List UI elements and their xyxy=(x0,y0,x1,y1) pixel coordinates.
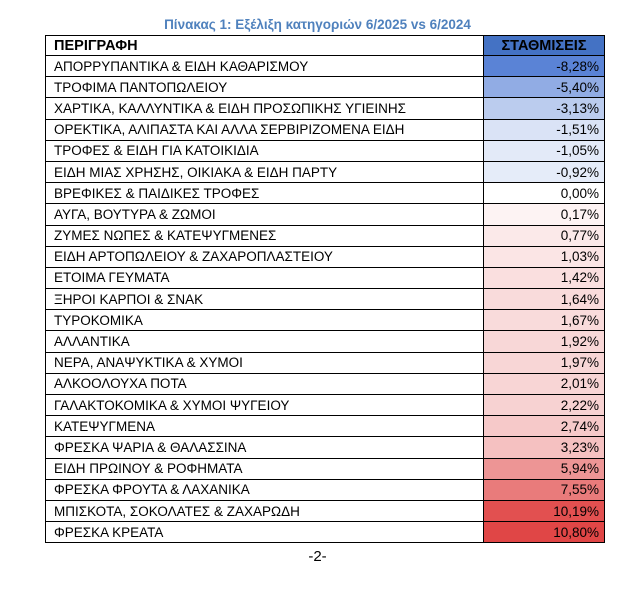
row-weight-value: -8,28% xyxy=(484,56,605,77)
row-description: ΦΡΕΣΚΑ ΦΡΟΥΤΑ & ΛΑΧΑΝΙΚΑ xyxy=(46,479,484,500)
table-row xyxy=(46,437,605,458)
table-row xyxy=(46,373,605,394)
table-row xyxy=(46,395,605,416)
row-description: ΚΑΤΕΨΥΓΜΕΝΑ xyxy=(46,416,484,437)
table-row xyxy=(46,225,605,246)
row-weight-value: 2,01% xyxy=(484,373,605,394)
page-number: -2- xyxy=(308,548,327,565)
table-row xyxy=(46,161,605,182)
row-weight-value: 5,94% xyxy=(484,458,605,479)
row-weight-value: 1,67% xyxy=(484,310,605,331)
row-description: ΞΗΡΟΙ ΚΑΡΠΟΙ & ΣΝΑΚ xyxy=(46,289,484,310)
table-row xyxy=(46,310,605,331)
table-row xyxy=(46,458,605,479)
table-row xyxy=(46,77,605,98)
row-weight-value: 3,23% xyxy=(484,437,605,458)
table-row xyxy=(46,289,605,310)
row-weight-value: 1,42% xyxy=(484,267,605,288)
row-weight-value: 1,03% xyxy=(484,246,605,267)
table-row xyxy=(46,140,605,161)
row-description: ΦΡΕΣΚΑ ΨΑΡΙΑ & ΘΑΛΑΣΣΙΝΑ xyxy=(46,437,484,458)
table-row xyxy=(46,416,605,437)
table-row xyxy=(46,183,605,204)
row-weight-value: 1,92% xyxy=(484,331,605,352)
row-weight-value: 2,22% xyxy=(484,395,605,416)
row-weight-value: 2,74% xyxy=(484,416,605,437)
row-weight-value: 1,64% xyxy=(484,289,605,310)
table-row xyxy=(46,98,605,119)
table-row xyxy=(46,267,605,288)
table-row xyxy=(46,204,605,225)
row-description: ΤΡΟΦΕΣ & ΕΙΔΗ ΓΙΑ ΚΑΤΟΙΚΙΔΙΑ xyxy=(46,140,484,161)
row-weight-value: 0,00% xyxy=(484,183,605,204)
row-weight-value: -3,13% xyxy=(484,98,605,119)
table-row xyxy=(46,479,605,500)
table-row xyxy=(46,522,605,543)
row-weight-value: 7,55% xyxy=(484,479,605,500)
row-description: ΕΙΔΗ ΜΙΑΣ ΧΡΗΣΗΣ, ΟΙΚΙΑΚΑ & ΕΙΔΗ ΠΑΡΤΥ xyxy=(46,161,484,182)
row-description: ΤΥΡΟΚΟΜΙΚΑ xyxy=(46,310,484,331)
row-weight-value: -0,92% xyxy=(484,161,605,182)
row-weight-value: -5,40% xyxy=(484,77,605,98)
table-header-row xyxy=(46,36,605,56)
description-column-header: ΠΕΡΙΓΡΑΦΗ xyxy=(46,36,484,56)
table-row xyxy=(46,331,605,352)
table-row xyxy=(46,56,605,77)
row-description: ΧΑΡΤΙΚΑ, ΚΑΛΛΥΝΤΙΚΑ & ΕΙΔΗ ΠΡΟΣΩΠΙΚΗΣ ΥΓΙΕΙΝΗΣ xyxy=(46,98,484,119)
row-weight-value: 0,17% xyxy=(484,204,605,225)
table-row xyxy=(46,246,605,267)
table-row xyxy=(46,352,605,373)
row-description: ΦΡΕΣΚΑ ΚΡΕΑΤΑ xyxy=(46,522,484,543)
weights-column-header: ΣΤΑΘΜΙΣΕΙΣ xyxy=(484,36,605,56)
row-description: ΕΙΔΗ ΑΡΤΟΠΩΛΕΙΟΥ & ΖΑΧΑΡΟΠΛΑΣΤΕΙΟΥ xyxy=(46,246,484,267)
row-description: ΝΕΡΑ, ΑΝΑΨΥΚΤΙΚΑ & ΧΥΜΟΙ xyxy=(46,352,484,373)
row-description: ΤΡΟΦΙΜΑ ΠΑΝΤΟΠΩΛΕΙΟΥ xyxy=(46,77,484,98)
row-description: ΕΤΟΙΜΑ ΓΕΥΜΑΤΑ xyxy=(46,267,484,288)
row-description: ΑΠΟΡΡΥΠΑΝΤΙΚΑ & ΕΙΔΗ ΚΑΘΑΡΙΣΜΟΥ xyxy=(46,56,484,77)
table-body xyxy=(46,56,605,543)
row-description: ΑΥΓΑ, ΒΟΥΤΥΡΑ & ΖΩΜΟΙ xyxy=(46,204,484,225)
row-weight-value: 10,80% xyxy=(484,522,605,543)
row-description: ΑΛΚΟΟΛΟΥΧΑ ΠΟΤΑ xyxy=(46,373,484,394)
categories-table xyxy=(45,35,605,543)
row-description: ΜΠΙΣΚΟΤΑ, ΣΟΚΟΛΑΤΕΣ & ΖΑΧΑΡΩΔΗ xyxy=(46,500,484,521)
table-row xyxy=(46,119,605,140)
row-weight-value: -1,05% xyxy=(484,140,605,161)
table-caption: Πίνακας 1: Εξέλιξη κατηγοριών 6/2025 vs 6/2024 xyxy=(164,17,471,32)
row-weight-value: -1,51% xyxy=(484,119,605,140)
row-description: ΕΙΔΗ ΠΡΩΙΝΟΥ & ΡΟΦΗΜΑΤΑ xyxy=(46,458,484,479)
row-description: ΖΥΜΕΣ ΝΩΠΕΣ & ΚΑΤΕΨΥΓΜΕΝΕΣ xyxy=(46,225,484,246)
row-weight-value: 1,97% xyxy=(484,352,605,373)
table-row xyxy=(46,500,605,521)
row-description: ΑΛΛΑΝΤΙΚΑ xyxy=(46,331,484,352)
row-description: ΒΡΕΦΙΚΕΣ & ΠΑΙΔΙΚΕΣ ΤΡΟΦΕΣ xyxy=(46,183,484,204)
row-description: ΟΡΕΚΤΙΚΑ, ΑΛΙΠΑΣΤΑ ΚΑΙ ΑΛΛΑ ΣΕΡΒΙΡΙΖΟΜΕΝΑ ΕΙΔΗ xyxy=(46,119,484,140)
row-weight-value: 0,77% xyxy=(484,225,605,246)
row-description: ΓΑΛΑΚΤΟΚΟΜΙΚΑ & ΧΥΜΟΙ ΨΥΓΕΙΟΥ xyxy=(46,395,484,416)
row-weight-value: 10,19% xyxy=(484,500,605,521)
